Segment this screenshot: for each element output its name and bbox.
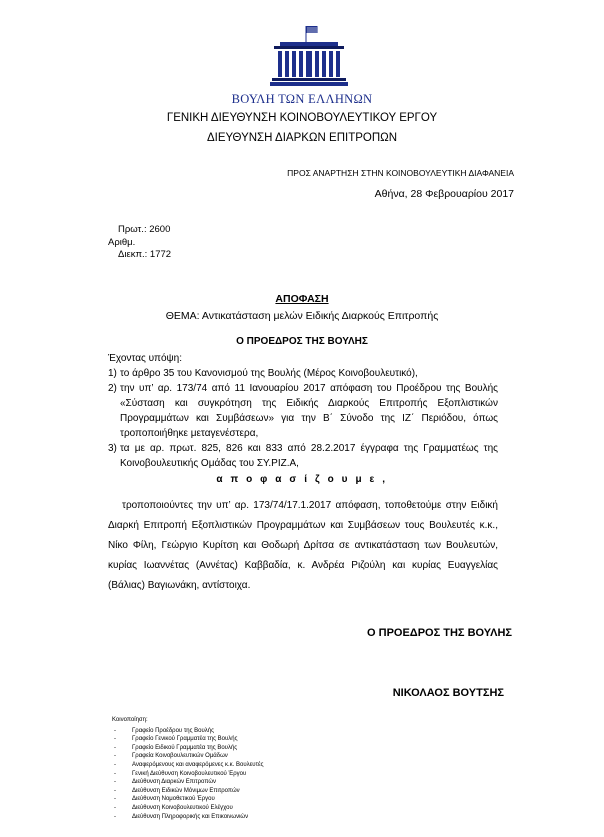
item-text: τα με αρ. πρωτ. 825, 826 και 833 από 28.2.2017 έγγραφα της Γραμματέως της Κοινοβουλευτικής Ομάδας του ΣΥ.ΡΙΖ.Α, xyxy=(120,443,498,469)
item-text: την υπ’ αρ. 173/74 από 11 Ιανουαρίου 2017 απόφαση του Προέδρου της Βουλής «Σύσταση και συγκρότηση της Ειδικής Διαρκούς Επιτροπής Εξοπλιστικών Προγραμμάτων και Συμβάσεων» για την Β΄ Σύνοδο της ΙΖ΄ Περιόδου, όπως τροποποιήθηκε μεταγενέστερα, xyxy=(120,383,498,439)
signature-name: ΝΙΚΟΛΑΟΣ ΒΟΥΤΣΗΣ xyxy=(392,687,504,699)
list-item: - Γραφεία Κοινοβουλευτικών Ομάδων xyxy=(114,753,228,760)
directorate: ΔΙΕΥΘΥΝΣΗ ΔΙΑΡΚΩΝ ΕΠΙΤΡΟΠΩΝ xyxy=(206,132,398,144)
considering-heading: Έχοντας υπόψη: xyxy=(108,353,182,364)
list-item xyxy=(108,381,498,441)
we-decide: α π ο φ α σ ί ζ ο υ μ ε , xyxy=(216,474,388,485)
hellenic-parliament-logo xyxy=(270,24,348,90)
protocol-number: Πρωτ.: 2600 xyxy=(118,224,171,235)
considerations xyxy=(108,351,498,471)
list-item: - Γραφείο Ειδικού Γραμματέα της Βουλής xyxy=(114,744,238,751)
list-item xyxy=(108,441,498,471)
item-number: 3) xyxy=(108,443,117,454)
publication-note: ΠΡΟΣ ΑΝΑΡΤΗΣΗ ΣΤΗΝ ΚΟΙΝΟΒΟΥΛΕΥΤΙΚΗ ΔΙΑΦΑΝΕΙΑ xyxy=(287,168,514,178)
item-number: 2) xyxy=(108,383,117,394)
list-item: - Διεύθυνση Ειδικών Μόνιμων Επιτροπών xyxy=(114,787,240,794)
greek-flag-icon xyxy=(306,26,318,42)
distribution-list xyxy=(112,716,264,821)
list-item: - Διεύθυνση Κοινοβουλευτικού Ελέγχου xyxy=(114,804,233,811)
item-text: το άρθρο 35 του Κανονισμού της Βουλής (Μέρος Κοινοβουλευτικό), xyxy=(120,368,418,379)
number-label: Αριθμ. xyxy=(108,237,136,248)
decision-title: ΑΠΟΦΑΣΗ xyxy=(275,293,329,305)
parliament-name: ΒΟΥΛΗ ΤΩΝ ΕΛΛΗΝΩΝ xyxy=(231,92,373,106)
signature-role: Ο ΠΡΟΕΔΡΟΣ ΤΗΣ ΒΟΥΛΗΣ xyxy=(367,627,512,639)
dispatch-number: Διεκπ.: 1772 xyxy=(118,249,172,260)
list-item: - Διεύθυνση Πληροφορικής και Επικοινωνιών xyxy=(114,813,249,820)
list-item: - Διεύθυνση Διαρκών Επιτροπών xyxy=(114,779,217,786)
list-item: - Αναφερόμενους και αναφερόμενες κ.κ. Βουλευτές xyxy=(114,761,264,768)
decision-issuer: Ο ΠΡΟΕΔΡΟΣ ΤΗΣ ΒΟΥΛΗΣ xyxy=(236,336,368,347)
list-item: - Διεύθυνση Νομοθετικού Έργου xyxy=(114,796,215,803)
item-number: 1) xyxy=(108,368,117,379)
list-item: - Γενική Διεύθυνση Κοινοβουλευτικού Έργου xyxy=(114,770,247,777)
list-item: - Γραφείο Γενικού Γραμματέα της Βουλής xyxy=(114,736,238,743)
list-item xyxy=(108,366,498,381)
list-item: - Γραφείο Προέδρου της Βουλής xyxy=(114,727,214,734)
decision-subject: ΘΕΜΑ: Αντικατάσταση μελών Ειδικής Διαρκούς Επιτροπής xyxy=(165,310,439,322)
distribution-heading: Κοινοποίηση: xyxy=(112,717,148,723)
directorate-general: ΓΕΝΙΚΗ ΔΙΕΥΘΥΝΣΗ ΚΟΙΝΟΒΟΥΛΕΥΤΙΚΟΥ ΕΡΓΟΥ xyxy=(166,112,438,124)
document-date: Αθήνα, 28 Φεβρουαρίου 2017 xyxy=(374,188,514,200)
decision-paragraph: τροποποιούντες την υπ’ αρ. 173/74/17.1.2017 απόφαση, τοποθετούμε στην Ειδική Διαρκή Επιτροπή Εξοπλιστικών Προγραμμάτων και Συμβάσεων τους Βουλευτές κ.κ., Νίκο Φίλη, Γεώργιο Κυρίτση και Θοδωρή Δρίτσα σε αντικατάσταση των Βουλευτών, κυρίας Ιωαννέτας (Αννέτας) Καββαδία, κ. Ανδρέα Ριζούλη και κυρίας Ευαγγελίας (Βάλιας) Βαγιωνάκη, αντίστοιχα. xyxy=(108,500,498,591)
